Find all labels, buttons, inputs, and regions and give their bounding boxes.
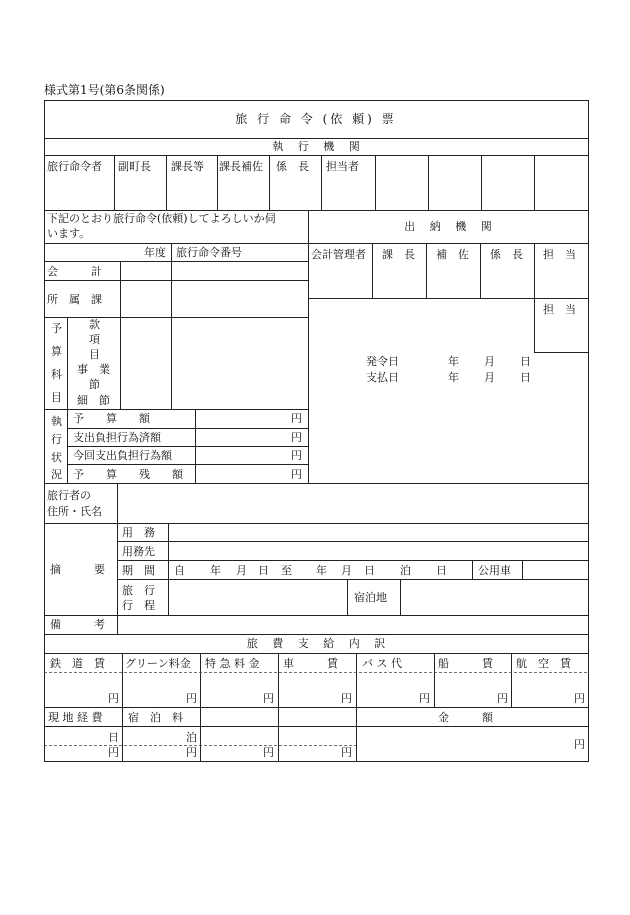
lodging-yen-unit: 円: [186, 746, 197, 759]
budget-label-4: 目: [51, 391, 62, 404]
execution-org-heading: 執 行 機 関: [272, 140, 360, 153]
lodging-night-unit: 泊: [186, 731, 197, 744]
traveler-label-1: 旅行者の: [47, 489, 91, 502]
disbursement-assistant-label: 補 佐: [436, 248, 469, 261]
period-month1: 月: [236, 564, 247, 577]
budget-label-2: 算: [51, 345, 62, 358]
period-day1: 日: [258, 564, 269, 577]
assistant-chief-label: 課長補佐: [219, 160, 263, 173]
budget-label-1: 予: [51, 322, 62, 335]
accounting-manager-label: 会計管理者: [311, 248, 366, 261]
current-expenditure-unit: 円: [291, 449, 302, 462]
destination-label: 用務先: [122, 545, 155, 558]
request-text-line1: 下記のとおり旅行命令(依頼)してよろしいか伺: [47, 212, 276, 225]
current-expenditure-label: 今回支出負担行為額: [73, 449, 172, 462]
amount-label: 金 額: [438, 711, 493, 724]
payment-date-label: 支払日: [366, 371, 399, 384]
period-label: 期 間: [122, 564, 155, 577]
issue-date-day: 日: [520, 355, 531, 368]
period-year1: 年: [210, 564, 221, 577]
amount-yen-unit: 円: [574, 738, 585, 751]
expenditure-committed-label: 支出負担行為済額: [73, 431, 161, 444]
issue-date-label: 発令日: [366, 355, 399, 368]
budget-setsu: 節: [89, 378, 100, 391]
payment-date-month: 月: [484, 371, 495, 384]
traveler-label-2: 住所・氏名: [47, 505, 102, 518]
period-to: 至: [281, 564, 292, 577]
deputy-mayor-label: 副町長: [118, 160, 151, 173]
person-in-charge-label: 担当者: [326, 160, 359, 173]
lodging-fee-label: 宿 泊 料: [128, 711, 183, 724]
period-from: 自: [174, 564, 185, 577]
department-label: 所 属 課: [47, 293, 102, 306]
accounting-label: 会 計: [47, 265, 102, 278]
summary-label: 摘 要: [50, 563, 105, 576]
budget-saisetsu: 細 節: [77, 394, 110, 407]
status-label-1: 執: [51, 415, 62, 428]
year-label: 年度: [144, 246, 166, 259]
payment-date-day: 日: [520, 371, 531, 384]
itinerary-label-2: 行 程: [122, 599, 155, 612]
status-label-3: 状: [51, 451, 62, 464]
official-car-label: 公用車: [478, 564, 511, 577]
remarks-label: 備 考: [50, 618, 105, 631]
period-month2: 月: [341, 564, 352, 577]
blank-yen-unit-2: 円: [341, 746, 352, 759]
budget-jigyou: 事 業: [77, 363, 110, 376]
budget-amount-label: 予 算 額: [73, 412, 150, 425]
payment-date-year: 年: [448, 371, 459, 384]
budget-kan: 款: [89, 318, 100, 331]
disbursement-subsection-label: 係 長: [490, 248, 523, 261]
expense-green-label: グリーン料金: [125, 657, 191, 670]
local-day-unit: 日: [108, 731, 119, 744]
expense-express-label: 特 急 料 金: [205, 657, 260, 670]
expense-rail-label: 鉄 道 賃: [50, 657, 105, 670]
form-title: 旅 行 命 令 (依 頼) 票: [235, 112, 397, 126]
expense-express-unit: 円: [263, 692, 274, 705]
period-year2: 年: [316, 564, 327, 577]
expenditure-committed-unit: 円: [291, 431, 302, 444]
budget-amount-unit: 円: [291, 412, 302, 425]
issue-date-year: 年: [448, 355, 459, 368]
status-label-2: 行: [51, 433, 62, 446]
itinerary-label-1: 旅 行: [122, 584, 155, 597]
expense-bus-unit: 円: [419, 692, 430, 705]
expense-ship-label: 船 賃: [438, 657, 493, 670]
expense-air-label: 航 空 賃: [516, 657, 571, 670]
disbursement-person2-label: 担 当: [543, 303, 576, 316]
period-day2: 日: [364, 564, 375, 577]
subsection-chief-label: 係 長: [276, 160, 309, 173]
period-nights: 泊: [400, 564, 411, 577]
disbursement-person1-label: 担 当: [543, 248, 576, 261]
budget-remaining-unit: 円: [291, 468, 302, 481]
request-text-line2: います。: [47, 227, 91, 240]
expense-car-unit: 円: [341, 692, 352, 705]
budget-kou: 項: [89, 333, 100, 346]
budget-moku: 目: [89, 348, 100, 361]
expense-bus-label: バ ス 代: [362, 657, 402, 670]
issue-date-month: 月: [484, 355, 495, 368]
expense-green-unit: 円: [186, 692, 197, 705]
expense-ship-unit: 円: [497, 692, 508, 705]
form-number: 様式第1号(第6条関係): [44, 83, 165, 97]
period-days: 日: [436, 564, 447, 577]
commander-label: 旅行命令者: [47, 160, 102, 173]
expense-car-label: 車 賃: [283, 657, 338, 670]
blank-yen-unit-1: 円: [263, 746, 274, 759]
local-yen-unit: 円: [108, 746, 119, 759]
expense-air-unit: 円: [574, 692, 585, 705]
local-expenses-label: 現 地 経 費: [48, 711, 103, 724]
budget-remaining-label: 予 算 残 額: [73, 468, 183, 481]
budget-label-3: 科: [51, 368, 62, 381]
section-chief-label: 課長等: [171, 160, 204, 173]
lodging-place-label: 宿泊地: [354, 591, 387, 604]
disbursement-org-heading: 出 納 機 関: [404, 220, 492, 233]
order-number-label: 旅行命令番号: [176, 246, 242, 259]
status-label-4: 況: [51, 468, 62, 481]
expense-rail-unit: 円: [108, 692, 119, 705]
disbursement-chief-label: 課 長: [382, 248, 415, 261]
expense-breakdown-heading: 旅 費 支 給 内 訳: [246, 637, 386, 650]
business-label: 用 務: [122, 526, 155, 539]
